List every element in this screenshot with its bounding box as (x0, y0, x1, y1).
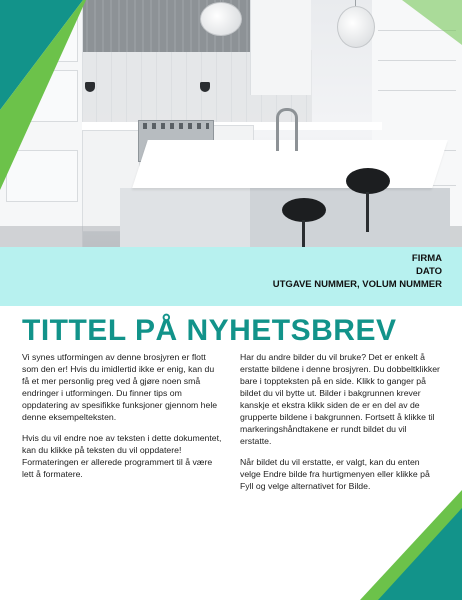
header-info (273, 252, 442, 291)
wall-sconce (200, 82, 210, 92)
date[interactable]: DATO (415, 266, 442, 277)
shelf (378, 90, 456, 91)
bar-stool (346, 168, 390, 194)
body-paragraph[interactable]: Når bildet du vil erstatte, er valgt, kan du enten velge Endre bilde fra hurtigmenyen eller klikke på Fyll og velge alternativet for Bilde. (240, 457, 430, 491)
faucet (276, 108, 298, 151)
shelf (378, 60, 456, 61)
island-front (250, 188, 450, 247)
stove-knobs (143, 123, 209, 129)
issue-volume[interactable]: UTGAVE NUMMER, VOLUM NUMMER (272, 279, 442, 290)
stool-leg (302, 220, 305, 247)
company-name[interactable]: FIRMA (411, 253, 442, 264)
body-paragraph[interactable]: Har du andre bilder du vil bruke? Det er enkelt å erstatte bildene i denne brosjyren. Du dobbeltklikker bare i toppteksten på en side. Klikk to ganger på bildet du vil bytte ut. Bilder i bakgrunnen krever kanskje et ekstra klikk siden de er en del av de grupperte bildene i bakgrunnen. Fortsett å klikke til markeringshåndtakene er rundt bildet du vil erstatte. (240, 352, 440, 446)
pendant-light (337, 6, 375, 48)
corner-triangle-top-right (402, 0, 462, 45)
pendant-light (200, 2, 242, 36)
island-side (120, 188, 250, 247)
corner-triangle-top-left (0, 0, 90, 190)
body-paragraph[interactable]: Vi synes utformingen av denne brosjyren er flott som den er! Hvis du imidlertid ikke er enig, kan du få et mer personlig preg ved å gjøre noen små endringer i utformingen. Du finner tips om oppdatering av spesifikke funksjoner gjennom hele denne eksempelteksten. (22, 352, 218, 422)
right-column (240, 351, 440, 501)
upper-cabinet (250, 0, 311, 95)
bar-stool (282, 198, 326, 222)
left-column (22, 351, 222, 489)
body-paragraph[interactable]: Hvis du vil endre noe av teksten i dette dokumentet, kan du klikke på teksten du vil oppdatere! Formateringen er allerede programmert til å være lett å formatere. (22, 433, 222, 479)
stool-leg (366, 192, 369, 232)
corner-triangle-bottom-right (360, 490, 462, 600)
newsletter-title[interactable]: TITTEL PÅ NYHETSBREV (22, 314, 397, 347)
